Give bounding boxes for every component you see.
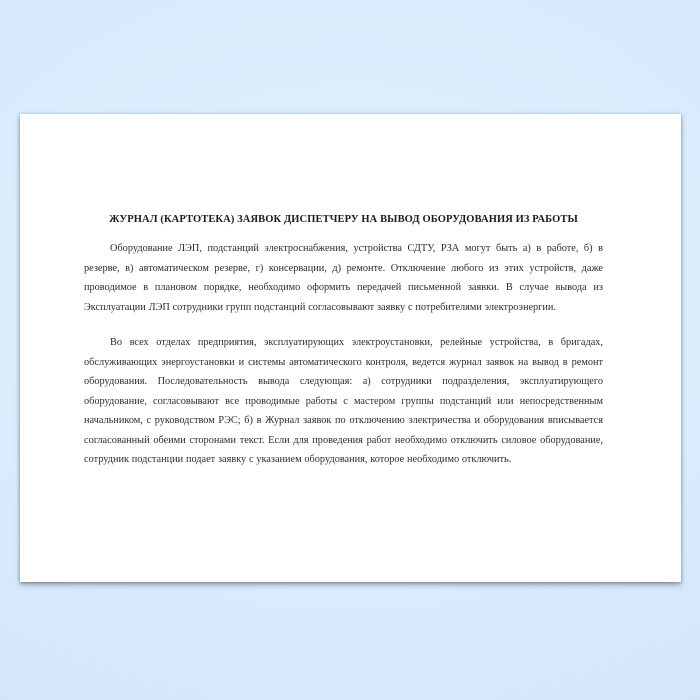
document-paragraph-1: Оборудование ЛЭП, подстанций электроснабжения, устройства СДТУ, РЗА могут быть а) в работе, б) в резерве, в) автоматическом резерве, г) консервации, д) ремонте. Отключение любого из этих устройств, даже проводимое в плановом порядке, необходимо оформить передачей письменной заявки. В случае вывода из Эксплуатации ЛЭП сотрудники групп подстанций согласовывают заявку с потребителями электроэнергии. <box>84 243 603 313</box>
document-page <box>20 114 681 582</box>
document-paragraph-2: Во всех отделах предприятия, эксплуатирующих электроустановки, релейные устройства, в бригадах, обслуживающих энергоустановки и системы автоматического контроля, ведется журнал заявок на вывод в ремонт оборудования. Последовательность вывода следующая: а) сотрудники подразделения, эксплуатирующего оборудование, согласовывают все проводимые работы с мастером группы подстанций или непосредственным начальником, с руководством РЭС; б) в Журнал заявок по отключению электричества и оборудования вписывается согласованный обеими сторонами текст. Если для проведения работ необходимо отключить силовое оборудование, сотрудник подстанции подает заявку с указанием оборудования, которое необходимо отключить. <box>84 337 603 465</box>
document-title: ЖУРНАЛ (КАРТОТЕКА) ЗАЯВОК ДИСПЕТЧЕРУ НА ВЫВОД ОБОРУДОВАНИЯ ИЗ РАБОТЫ <box>109 214 578 225</box>
